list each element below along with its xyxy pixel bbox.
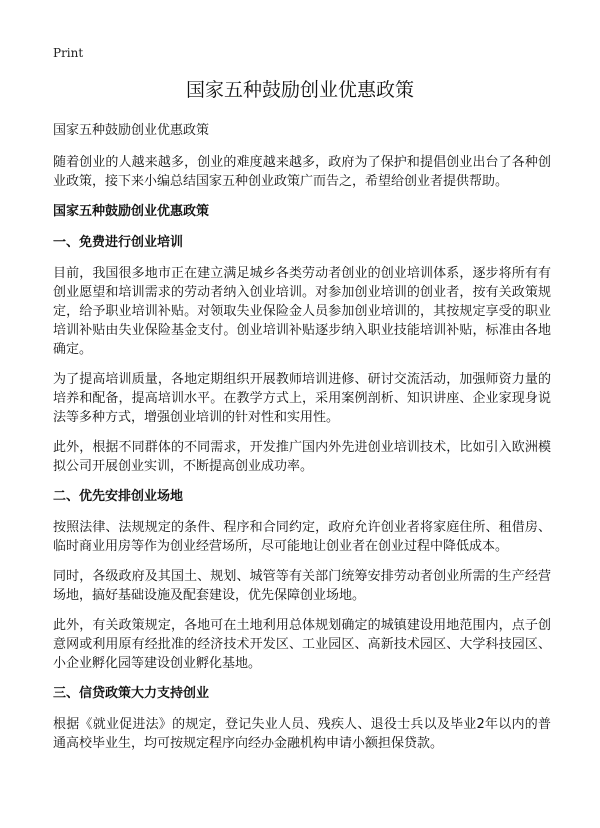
paragraph: 目前，我国很多地市正在建立满足城乡各类劳动者创业的创业培训体系，逐步将所有有创业愿望和培训需求的劳动者纳入创业培训。对参加创业培训的创业者，按有关政策规定，给予职业培训补贴。对领取失业保险金人员参加创业培训的，其按规定享受的职业培训补贴由失业保险基金支付。创业培训补贴逐步纳入职业技能培训补贴，标准由各地确定。	[53, 266, 551, 357]
article-body	[53, 121, 551, 764]
paragraph: 此外，根据不同群体的不同需求，开发推广国内外先进创业培训技术，比如引入欧洲模拟公司开展创业实训，不断提高创业成功率。	[53, 440, 551, 474]
section-heading: 国家五种鼓励创业优惠政策	[53, 204, 210, 219]
page-title: 国家五种鼓励创业优惠政策	[185, 79, 414, 101]
paragraph: 此外，有关政策规定，各地可在土地利用总体规划确定的城镇建设用地范围内，点子创意网或利用原有经批准的经济技术开发区、工业园区、高新技术园区、大学科技园区、小企业孵化园等建设创业孵化基地。	[53, 618, 551, 671]
paragraph: 按照法律、法规规定的条件、程序和合同约定，政府允许创业者将家庭住所、租借房、临时商业用房等作为创业经营场所，尽可能地让创业者在创业过程中降低成本。	[53, 520, 551, 554]
paragraph: 为了提高培训质量，各地定期组织开展教师培训进修、研讨交流活动，加强师资力量的培养和配备，提高培训水平。在教学方式上，采用案例剖析、知识讲座、企业家现身说法等多种方式，增强创业培训的针对性和实用性。	[53, 372, 551, 425]
intro-paragraph: 随着创业的人越来越多，创业的难度越来越多，政府为了保护和提倡创业出台了各种创业政策，接下来小编总结国家五种创业政策广而告之，希望给创业者提供帮助。	[53, 155, 551, 189]
paragraph: 根据《就业促进法》的规定，登记失业人员、残疾人、退役士兵以及毕业2年以内的普通高校毕业生，均可按规定程序向经办金融机构申请小额担保贷款。	[53, 717, 551, 751]
article-subtitle: 国家五种鼓励创业优惠政策	[53, 123, 210, 138]
paragraph: 同时，各级政府及其国土、规划、城管等有关部门统筹安排劳动者创业所需的生产经营场地，搞好基础设施及配套建设，优先保障创业场地。	[53, 569, 551, 603]
print-link[interactable]: Print	[53, 46, 84, 60]
heading-free-training: 一、免费进行创业培训	[53, 235, 184, 250]
heading-business-premises: 二、优先安排创业场地	[53, 489, 184, 504]
heading-credit-policy: 三、信贷政策大力支持创业	[53, 686, 210, 701]
